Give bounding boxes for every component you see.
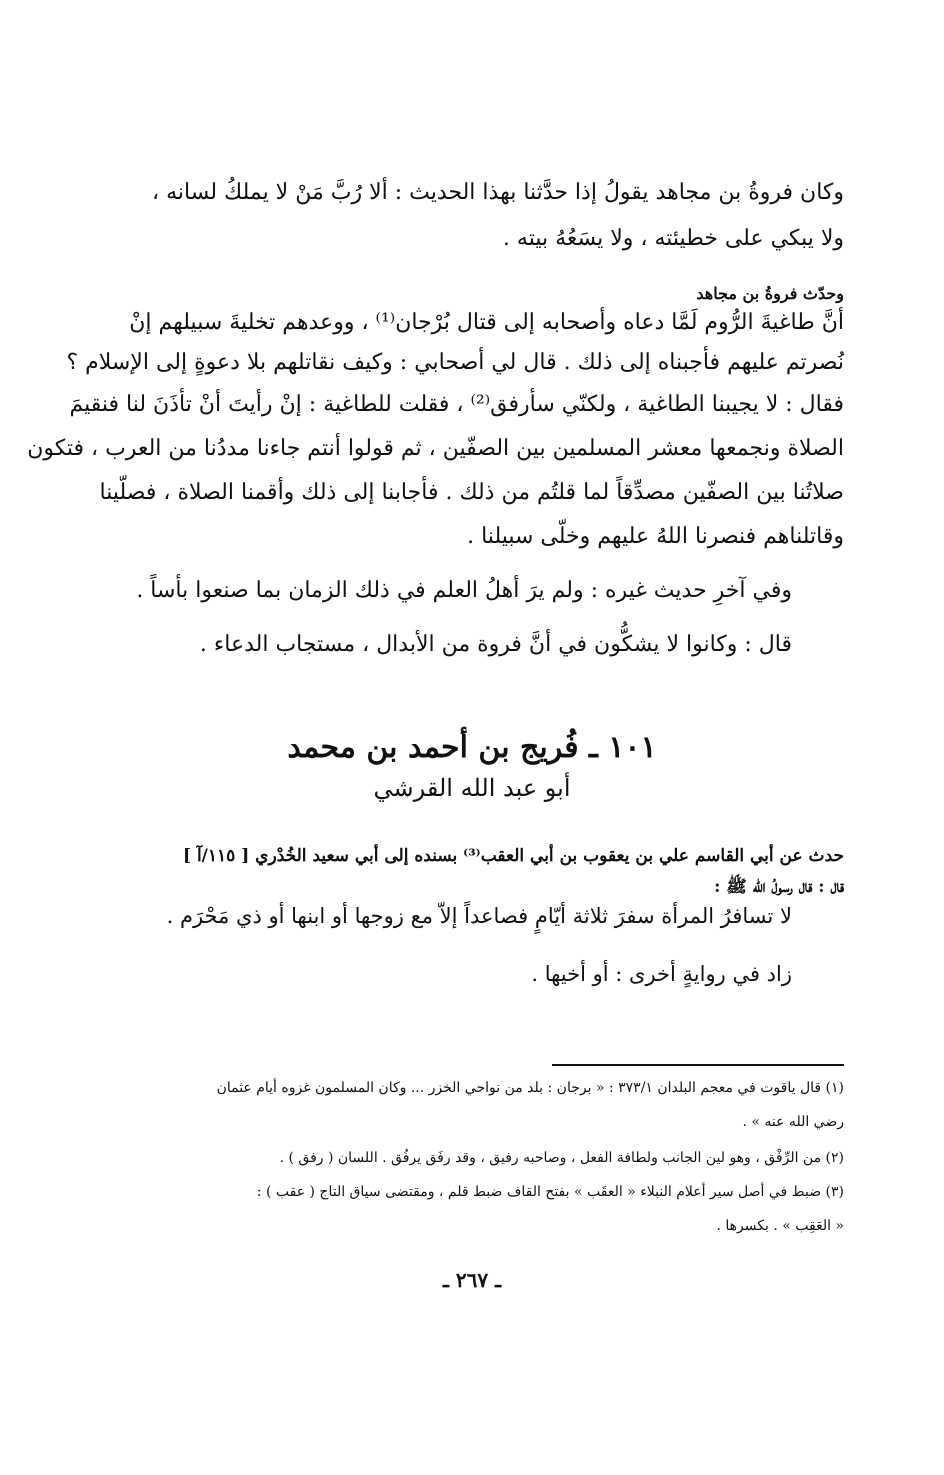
paragraph-2-line-4: الصلاة ونجمعها معشر المسلمين بين الصفّين ، ثم قولوا أنتم جاءنا مددُنا من العرب ، فتكون	[27, 436, 844, 461]
entry-title: ١٠١ ـ فُريج بن أحمد بن محمد	[287, 730, 657, 765]
footnote-separator	[552, 1064, 844, 1066]
page-number: ـ ٢٦٧ ـ	[443, 1268, 501, 1292]
hadith-isnad-line-1: حدث عن أبي القاسم علي بن يعقوب بن أبي العقب⁽³⁾ بسنده إلى أبي سعيد الخُدْري [ ١١٥/آ ]	[182, 846, 844, 866]
hadith-text: لا تسافرُ المرأة سفرَ ثلاثة أيّامٍ فصاعداً إلاّ مع زوجها أو ابنها أو ذي مَحْرَم .	[166, 904, 792, 928]
entry-subtitle: أبو عبد الله القرشي	[373, 774, 571, 802]
paragraph-2-line-3: فقال : لا يجيبنا الطاغية ، ولكنّي سأرفق⁽²⁾ ، فقلت للطاغية : إنْ رأيتَ أنْ تأذَنَ لنا فنقيمَ	[69, 392, 844, 417]
paragraph-4: قال : وكانوا لا يشكُّون في أنَّ فروة من الأبدال ، مستجاب الدعاء .	[199, 632, 792, 657]
footnote-2: (٢) من الرِّفْق ، وهو لين الجانب ولطافة الفعل ، وصاحبه رفيق ، وقد رفَق يرفُق . اللسان ( رفق ) .	[279, 1150, 844, 1166]
paragraph-1-line-1: وكان فروةُ بن مجاهد يقولُ إذا حدَّثنا بهذا الحديث : ألا رُبَّ مَنْ لا يملكُ لسانه ،	[151, 180, 844, 205]
section-subheading: وحدّث فروةُ بن مجاهد	[696, 284, 844, 303]
paragraph-2-line-6: وقاتلناهم فنصرنا اللهُ عليهم وخلّى سبيلنا .	[467, 524, 844, 549]
paragraph-2-line-5: صلاتُنا بين الصفّين مصدِّقاً لما قلتُم من ذلك . فأجابنا إلى ذلك وأقمنا الصلاة ، فصلّينا	[99, 480, 844, 505]
hadith-addition: زاد في روايةٍ أخرى : أو أخيها .	[531, 962, 792, 986]
footnote-3-line-1: (٣) ضبط في أصل سير أعلام النبلاء « العقَب » بفتح القاف ضبط قلم ، ومقتضى سياق التاج ( عقب ) :	[256, 1184, 844, 1200]
paragraph-2-line-1: أنَّ طاغيةَ الرُّوم لَمَّا دعاه وأصحابه إلى قتال بُرْجان⁽¹⁾ ، ووعدهم تخليةَ سبيلهم إنْ	[129, 310, 844, 335]
hadith-isnad-line-2: قال : قال رسولُ الله ﷺ :	[714, 877, 844, 897]
footnote-1-line-2: رضي الله عنه » .	[742, 1114, 844, 1130]
footnote-1-line-1: (١) قال ياقوت في معجم البلدان ٣٧٣/١ : « برجان : بلد من نواحي الخزر ... وكان المسلمون غزوه أيام عثمان	[216, 1080, 844, 1096]
paragraph-3: وفي آخرِ حديث غيره : ولم يرَ أهلُ العلم في ذلك الزمان بما صنعوا بأساً .	[136, 578, 792, 603]
paragraph-1-line-2: ولا يبكي على خطيئته ، ولا يسَعُهُ بيته .	[502, 226, 844, 251]
footnote-3-line-2: « العَقِب » . بكسرها .	[716, 1218, 844, 1234]
paragraph-2-line-2: نُصرتم عليهم فأجبناه إلى ذلك . قال لي أصحابي : وكيف نقاتلهم بلا دعوةٍ إلى الإسلام ؟	[66, 350, 844, 375]
